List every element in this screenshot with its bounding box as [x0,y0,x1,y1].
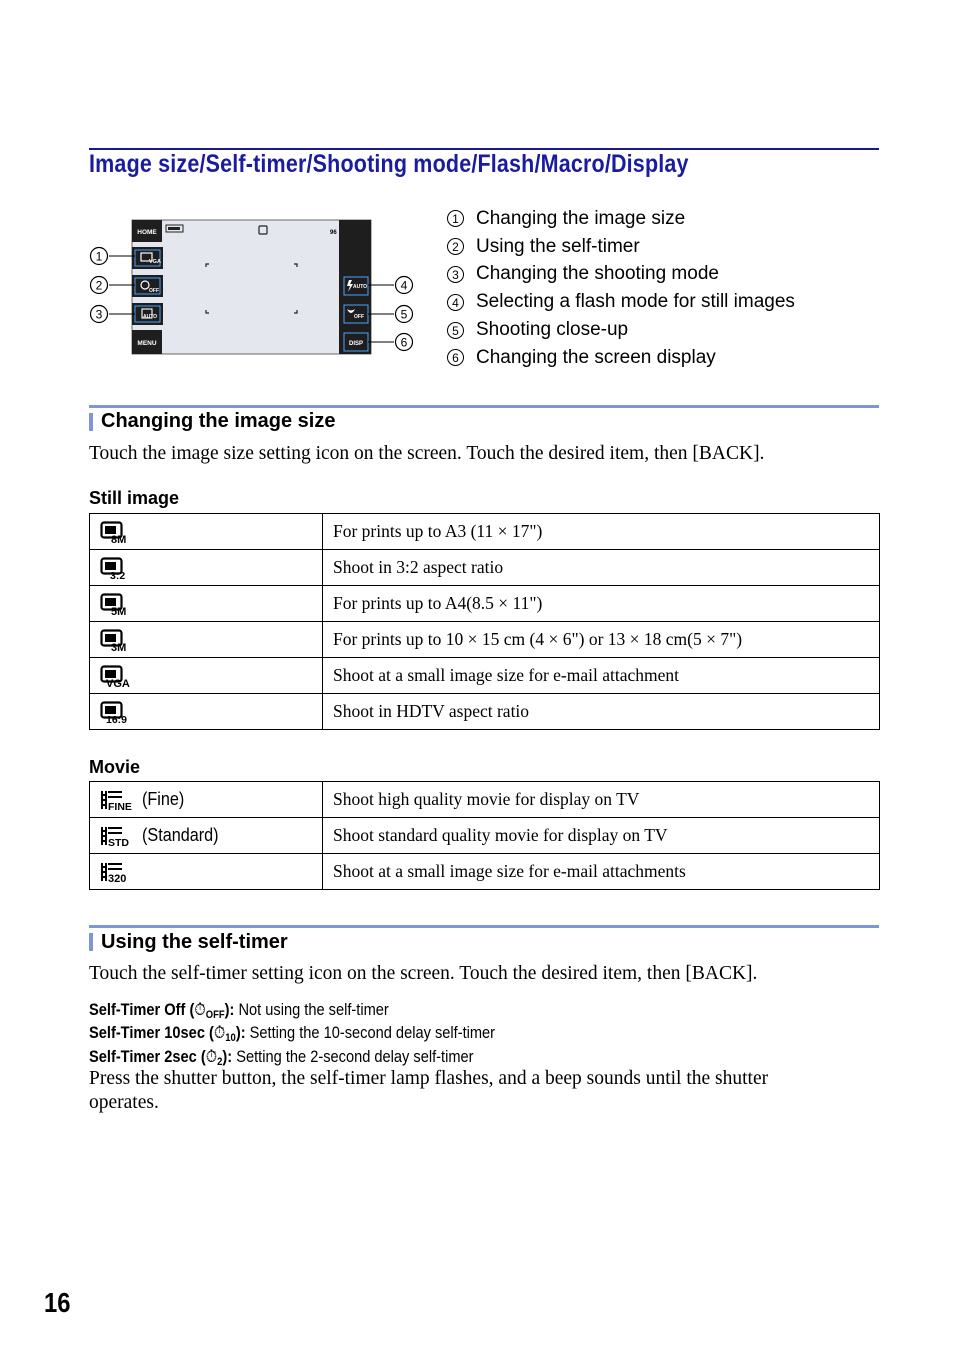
self-timer-note-line1: Press the shutter button, the self-timer lamp flashes, and a beep sounds until the shutter [89,1068,769,1089]
svg-text:AUTO: AUTO [143,314,158,320]
table-row [90,622,880,658]
callout-number: 5 [447,322,464,339]
callout-number: 2 [447,238,464,255]
callout-text: Changing the shooting mode [476,263,719,285]
callout-text: Changing the image size [476,207,686,229]
image-size-16-9-icon [100,700,134,724]
callout-item [447,316,795,344]
svg-text:DISP: DISP [348,341,364,347]
callout-item [447,233,795,261]
section-heading-image-size: Changing the image size [101,410,336,432]
movie-size-icon-cell [90,782,323,818]
callout-text: Shooting close-up [476,319,629,341]
table-row [90,818,880,854]
callout-text: Using the self-timer [476,235,640,257]
table-row [90,586,880,622]
callout-number: 3 [447,266,464,283]
table-cell: For prints up to A4(8.5 × 11") [323,586,880,622]
svg-text:HOME: HOME [137,229,157,236]
svg-text:1: 1 [95,249,103,264]
callout-number: 1 [447,210,464,227]
image-size-icon-cell [90,658,323,694]
svg-text:4: 4 [400,278,408,293]
table-row [90,658,880,694]
self-timer-icon: ⏱ [194,1000,206,1019]
table-cell: Shoot at a small image size for e-mail attachment [323,658,880,694]
movie-quality-name: (Standard) [142,825,219,845]
table-row [90,514,880,550]
movie-320-icon [100,860,134,884]
callout-text: Selecting a flash mode for still images [476,291,795,313]
svg-text:5: 5 [400,307,408,322]
table-cell: For prints up to 10 × 15 cm (4 × 6") or 13 × 18 cm(5 × 7") [323,622,880,658]
table-cell: Shoot at a small image size for e-mail attachments [323,854,880,890]
callout-number: 4 [447,294,464,311]
callout-item [447,288,795,316]
image-size-icon-cell [90,550,323,586]
svg-text:STD: STD [108,836,129,848]
svg-text:OFF: OFF [354,314,364,320]
callout-item [447,261,795,289]
svg-text:FINE: FINE [108,800,132,812]
right-leaders [368,285,394,342]
section-rule [89,925,879,928]
svg-text:3: 3 [95,307,103,322]
image-size-icon-cell [90,694,323,730]
table-cell: For prints up to A3 (11 × 17") [323,514,880,550]
movie-table [89,781,880,890]
svg-text:AUTO: AUTO [353,284,368,290]
image-size-5m-icon [100,592,134,616]
image-size-8m-icon [100,520,134,544]
self-timer-intro: Touch the self-timer setting icon on the screen. Touch the desired item, then [BACK]. [89,963,758,984]
still-image-table [89,513,880,730]
image-size-3-2-icon [100,556,134,580]
page-number: 16 [44,1287,71,1318]
callout-number: 6 [447,349,464,366]
callout-item [447,205,795,233]
movie-quality-name: (Fine) [142,789,185,809]
self-timer-option-10sec: Self-Timer 10sec (⏱10): Setting the 10-second delay self-timer [89,1023,496,1044]
image-size-icon-cell [90,622,323,658]
section-bar [89,933,93,951]
movie-size-icon-cell [90,854,323,890]
self-timer-option-off: Self-Timer Off (⏱OFF): Not using the self-timer [89,1000,389,1021]
shot-count: 96 [330,230,337,236]
callout-text: Changing the screen display [476,346,716,368]
self-timer-icon: ⏱ [213,1023,226,1042]
movie-size-icon-cell [90,818,323,854]
image-size-icon-cell [90,514,323,550]
table-cell: Shoot high quality movie for display on TV [323,782,880,818]
section-bar [89,413,93,431]
svg-text:3M: 3M [111,641,127,652]
camera-screen-diagram [89,218,419,360]
svg-text:OFF: OFF [149,288,159,294]
table-row [90,854,880,890]
movie-heading: Movie [89,757,141,777]
table-row [90,782,880,818]
section-rule [89,405,879,408]
svg-text:16:9: 16:9 [106,713,128,724]
svg-text:8M: 8M [111,533,127,544]
svg-text:3:2: 3:2 [110,569,126,580]
section-heading-self-timer: Using the self-timer [101,931,288,953]
self-timer-option-2sec: Self-Timer 2sec (⏱2): Setting the 2-second delay self-timer [89,1047,474,1068]
callout-item [447,344,795,372]
table-cell: Shoot in 3:2 aspect ratio [323,550,880,586]
svg-text:6: 6 [400,335,408,350]
still-image-heading: Still image [89,488,180,508]
svg-text:VGA: VGA [149,259,161,265]
svg-text:320: 320 [108,872,127,884]
image-size-vga-icon [100,664,134,688]
svg-text:MENU: MENU [137,340,157,347]
table-row [90,550,880,586]
svg-text:VGA: VGA [106,677,130,688]
page-title: Image size/Self-timer/Shooting mode/Flash/Macro/Display [89,150,689,178]
image-size-intro: Touch the image size setting icon on the screen. Touch the desired item, then [BACK]. [89,443,765,464]
left-leaders [109,256,135,314]
movie-fine-icon [100,788,134,812]
self-timer-icon: ⏱ [205,1047,218,1066]
table-row [90,694,880,730]
svg-text:2: 2 [95,278,103,293]
table-cell: Shoot in HDTV aspect ratio [323,694,880,730]
callout-list [447,205,795,372]
movie-std-icon [100,824,134,848]
image-size-3m-icon [100,628,134,652]
self-timer-note-line2: operates. [89,1092,159,1113]
image-size-icon-cell [90,586,323,622]
svg-text:5M: 5M [111,605,127,616]
table-cell: Shoot standard quality movie for display on TV [323,818,880,854]
